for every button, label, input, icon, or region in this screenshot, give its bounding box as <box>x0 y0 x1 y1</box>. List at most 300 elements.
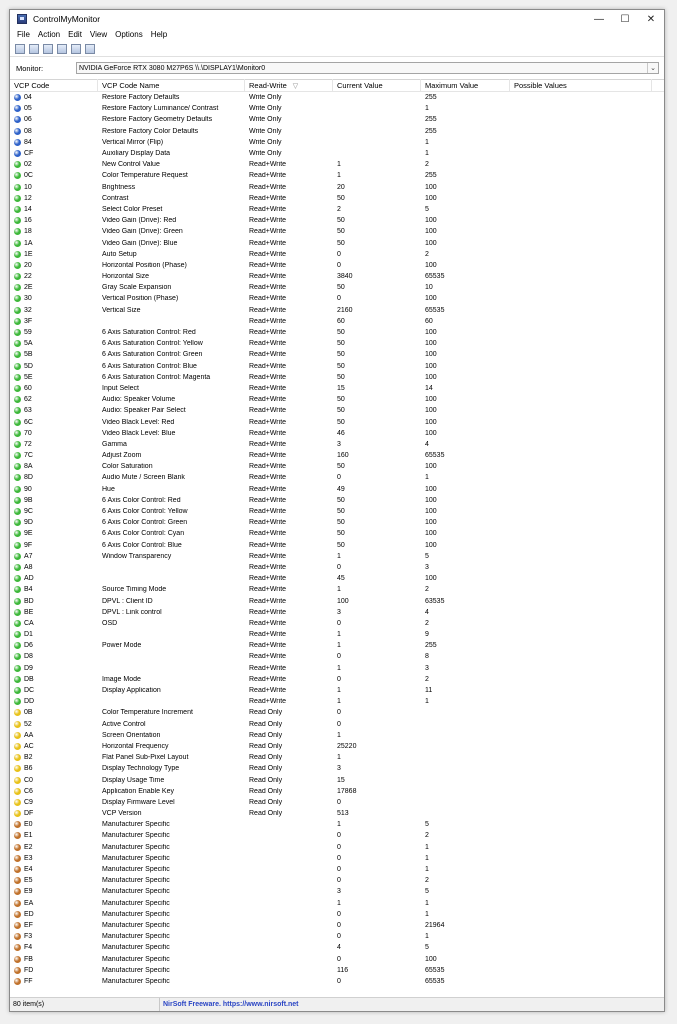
read-write: Read+Write <box>249 586 287 594</box>
nirsoft-link[interactable]: NirSoft Freeware. https://www.nirsoft.net <box>163 1001 299 1008</box>
table-row[interactable] <box>10 629 664 640</box>
table-row[interactable] <box>10 763 664 774</box>
read-write: Read+Write <box>249 541 287 549</box>
close-button[interactable]: ✕ <box>646 13 656 25</box>
table-row[interactable] <box>10 327 664 338</box>
current-value: 3840 <box>337 273 353 281</box>
vcp-code: DD <box>24 698 35 706</box>
table-row[interactable] <box>10 215 664 226</box>
table-row[interactable] <box>10 551 664 562</box>
current-value: 50 <box>337 496 345 504</box>
column-header-possible-values[interactable]: Possible Values <box>510 79 652 92</box>
html-report-icon[interactable] <box>29 44 39 54</box>
vcp-code-name: VCP Version <box>102 810 142 818</box>
status-dot-icon <box>14 385 21 392</box>
table-row[interactable] <box>10 786 664 797</box>
table-row[interactable] <box>10 293 664 304</box>
menu-action[interactable]: Action <box>37 30 61 39</box>
vcp-code-cell <box>10 844 98 851</box>
table-row[interactable] <box>10 349 664 360</box>
vcp-code-name: 6 Axis Saturation Control: Magenta <box>102 373 211 381</box>
maximum-value: 21964 <box>425 921 445 929</box>
table-row[interactable] <box>10 931 664 942</box>
vcp-code: E0 <box>24 821 33 829</box>
table-row[interactable] <box>10 338 664 349</box>
vcp-code-cell <box>10 351 98 358</box>
read-write: Write Only <box>249 127 282 135</box>
maximum-value: 100 <box>425 261 437 269</box>
table-row[interactable] <box>10 607 664 618</box>
vcp-code: F3 <box>24 933 33 941</box>
read-write: Read Only <box>249 742 283 750</box>
table-row[interactable] <box>10 204 664 215</box>
current-value: 3 <box>337 440 341 448</box>
vcp-code: 7C <box>24 452 33 460</box>
vcp-code: 8D <box>24 474 33 482</box>
maximum-value: 255 <box>425 94 437 102</box>
table-row[interactable] <box>10 428 664 439</box>
table-row[interactable] <box>10 92 664 103</box>
refresh-icon[interactable] <box>71 44 81 54</box>
read-write: Read+Write <box>249 261 287 269</box>
copy-icon[interactable] <box>43 44 53 54</box>
table-row[interactable] <box>10 260 664 271</box>
status-dot-icon <box>14 519 21 526</box>
vcp-code-cell <box>10 217 98 224</box>
current-value: 0 <box>337 977 341 985</box>
table-row[interactable] <box>10 103 664 114</box>
read-write: Read+Write <box>249 452 287 460</box>
status-dot-icon <box>14 206 21 213</box>
table-row[interactable] <box>10 461 664 472</box>
vcp-code-name: 6 Axis Color Control: Green <box>102 519 188 527</box>
current-value: 25220 <box>337 742 357 750</box>
maximum-value: 4 <box>425 608 429 616</box>
exit-icon[interactable] <box>85 44 95 54</box>
vcp-code-name: Restore Factory Geometry Defaults <box>102 116 213 124</box>
read-write: Read+Write <box>249 239 287 247</box>
vcp-code: D6 <box>24 642 33 650</box>
maximum-value: 2 <box>425 832 429 840</box>
vcp-code-name: Vertical Position (Phase) <box>102 295 179 303</box>
status-dot-icon <box>14 430 21 437</box>
status-dot-icon <box>14 240 21 247</box>
main-window <box>9 9 665 1012</box>
read-write: Read+Write <box>249 396 287 404</box>
table-row[interactable] <box>10 506 664 517</box>
column-header-current-value[interactable]: Current Value <box>333 79 421 92</box>
table-row[interactable] <box>10 663 664 674</box>
current-value: 0 <box>337 933 341 941</box>
table-row[interactable] <box>10 741 664 752</box>
vcp-code-name: DPVL : Link control <box>102 608 162 616</box>
table-row[interactable] <box>10 540 664 551</box>
maximum-value: 100 <box>425 351 437 359</box>
current-value: 50 <box>337 340 345 348</box>
status-dot-icon <box>14 665 21 672</box>
read-write: Read+Write <box>249 687 287 695</box>
current-value: 1 <box>337 631 341 639</box>
read-write: Read+Write <box>249 295 287 303</box>
list-header <box>10 79 664 92</box>
vcp-code: A8 <box>24 563 33 571</box>
status-dot-icon <box>14 105 21 112</box>
table-row[interactable] <box>10 126 664 137</box>
table-row[interactable] <box>10 730 664 741</box>
table-row[interactable] <box>10 920 664 931</box>
vcp-code: 5D <box>24 362 33 370</box>
monitor-select[interactable] <box>76 62 659 74</box>
current-value: 0 <box>337 261 341 269</box>
vcp-code-name: Image Mode <box>102 675 141 683</box>
table-row[interactable] <box>10 842 664 853</box>
vcp-code-name: Power Mode <box>102 642 142 650</box>
vcp-code-name: Color Temperature Request <box>102 172 188 180</box>
table-row[interactable] <box>10 674 664 685</box>
table-row[interactable] <box>10 372 664 383</box>
maximum-value: 100 <box>425 429 437 437</box>
table-row[interactable] <box>10 316 664 327</box>
table-row[interactable] <box>10 797 664 808</box>
table-row[interactable] <box>10 193 664 204</box>
maximum-value: 1 <box>425 474 429 482</box>
vcp-code-cell <box>10 172 98 179</box>
maximum-value: 1 <box>425 933 429 941</box>
monitor-select-value: NVIDIA GeForce RTX 3080 M27P6S \\.\DISPLAY1\Monitor0 <box>79 64 266 72</box>
vcp-code-cell <box>10 933 98 940</box>
current-value: 50 <box>337 329 345 337</box>
table-row[interactable] <box>10 416 664 427</box>
table-row[interactable] <box>10 696 664 707</box>
properties-icon[interactable] <box>57 44 67 54</box>
vcp-code-cell <box>10 474 98 481</box>
vcp-code: E9 <box>24 888 33 896</box>
current-value: 0 <box>337 955 341 963</box>
read-write: Read+Write <box>249 217 287 225</box>
menu-help[interactable]: Help <box>150 30 168 39</box>
vcp-code: B6 <box>24 765 33 773</box>
vcp-code: 9C <box>24 508 33 516</box>
status-dot-icon <box>14 374 21 381</box>
vcp-code-name: Vertical Mirror (Flip) <box>102 138 164 146</box>
maximum-value: 65535 <box>425 273 445 281</box>
vcp-code-name: DPVL : Client ID <box>102 597 153 605</box>
vcp-list[interactable] <box>10 92 664 995</box>
maximum-value: 100 <box>425 340 437 348</box>
current-value: 0 <box>337 720 341 728</box>
table-row[interactable] <box>10 137 664 148</box>
vcp-code-name: Manufacturer Specific <box>102 955 170 963</box>
status-dot-icon <box>14 877 21 884</box>
table-row[interactable] <box>10 472 664 483</box>
vcp-code-cell <box>10 430 98 437</box>
current-value: 1 <box>337 664 341 672</box>
current-value: 100 <box>337 597 349 605</box>
vcp-code-cell <box>10 721 98 728</box>
current-value: 50 <box>337 228 345 236</box>
status-dot-icon <box>14 262 21 269</box>
table-row[interactable] <box>10 830 664 841</box>
vcp-code-cell <box>10 307 98 314</box>
status-dot-icon <box>14 553 21 560</box>
maximum-value: 2 <box>425 250 429 258</box>
table-row[interactable] <box>10 808 664 819</box>
read-write: Read+Write <box>249 440 287 448</box>
status-dot-icon <box>14 911 21 918</box>
status-dot-icon <box>14 900 21 907</box>
table-row[interactable] <box>10 909 664 920</box>
read-write: Read+Write <box>249 362 287 370</box>
vcp-code-cell <box>10 128 98 135</box>
vcp-code-cell <box>10 530 98 537</box>
vcp-code-cell <box>10 799 98 806</box>
read-write: Read+Write <box>249 306 287 314</box>
table-row[interactable] <box>10 271 664 282</box>
toolbar <box>10 41 664 57</box>
current-value: 0 <box>337 798 341 806</box>
maximum-value: 1 <box>425 910 429 918</box>
table-row[interactable] <box>10 685 664 696</box>
vcp-code-name: Input Select <box>102 384 139 392</box>
table-row[interactable] <box>10 976 664 987</box>
table-row[interactable] <box>10 495 664 506</box>
vcp-code-cell <box>10 407 98 414</box>
column-header-read-write[interactable] <box>245 79 333 92</box>
table-row[interactable] <box>10 439 664 450</box>
read-write: Read Only <box>249 798 283 806</box>
vcp-code-cell <box>10 676 98 683</box>
vcp-code: DF <box>24 810 34 818</box>
table-row[interactable] <box>10 148 664 159</box>
vcp-code-name: Horizontal Frequency <box>102 742 169 750</box>
vcp-code-cell <box>10 195 98 202</box>
read-write: Read+Write <box>249 519 287 527</box>
vcp-code-cell <box>10 709 98 716</box>
vcp-code-name: Contrast <box>102 194 129 202</box>
vcp-code: C6 <box>24 787 33 795</box>
minimize-button[interactable]: — <box>594 13 604 25</box>
maximum-value: 2 <box>425 586 429 594</box>
current-value: 50 <box>337 519 345 527</box>
save-icon[interactable] <box>15 44 25 54</box>
current-value: 0 <box>337 854 341 862</box>
vcp-code-cell <box>10 888 98 895</box>
table-row[interactable] <box>10 114 664 125</box>
vcp-code: AA <box>24 731 34 739</box>
maximum-value: 100 <box>425 239 437 247</box>
vcp-code-cell <box>10 810 98 817</box>
read-write: Read+Write <box>249 485 287 493</box>
status-dot-icon <box>14 329 21 336</box>
table-row[interactable] <box>10 573 664 584</box>
menu-options[interactable]: Options <box>115 30 143 39</box>
vcp-code-cell <box>10 553 98 560</box>
maximum-value: 1 <box>425 843 429 851</box>
read-write: Read Only <box>249 720 283 728</box>
table-row[interactable] <box>10 819 664 830</box>
column-header-vcp-code[interactable]: VCP Code <box>10 79 98 92</box>
vcp-code-cell <box>10 855 98 862</box>
vcp-code: 72 <box>24 440 32 448</box>
table-row[interactable] <box>10 651 664 662</box>
vcp-code-cell <box>10 284 98 291</box>
read-write: Read+Write <box>249 407 287 415</box>
status-dot-icon <box>14 944 21 951</box>
menu-file[interactable]: File <box>17 30 30 39</box>
read-write: Write Only <box>249 105 282 113</box>
vcp-code: 9D <box>24 519 33 527</box>
column-header-maximum-value[interactable]: Maximum Value <box>421 79 510 92</box>
table-row[interactable] <box>10 383 664 394</box>
table-row[interactable] <box>10 484 664 495</box>
maximum-value: 2 <box>425 675 429 683</box>
status-dot-icon <box>14 407 21 414</box>
maximum-value: 100 <box>425 541 437 549</box>
maximum-value: 2 <box>425 161 429 169</box>
menu-view[interactable]: View <box>89 30 108 39</box>
table-row[interactable] <box>10 405 664 416</box>
read-write: Read+Write <box>249 597 287 605</box>
table-row[interactable] <box>10 886 664 897</box>
status-dot-icon <box>14 139 21 146</box>
read-write: Read+Write <box>249 563 287 571</box>
table-row[interactable] <box>10 226 664 237</box>
table-row[interactable] <box>10 584 664 595</box>
read-write: Read+Write <box>249 675 287 683</box>
sort-icon: ▽ <box>292 82 299 90</box>
vcp-code-name: Vertical Size <box>102 306 141 314</box>
table-row[interactable] <box>10 159 664 170</box>
table-row[interactable] <box>10 774 664 785</box>
vcp-code-cell <box>10 452 98 459</box>
column-header-vcp-code-name[interactable]: VCP Code Name <box>98 79 245 92</box>
table-row[interactable] <box>10 249 664 260</box>
status-dot-icon <box>14 821 21 828</box>
read-write: Read Only <box>249 731 283 739</box>
table-row[interactable] <box>10 361 664 372</box>
table-row[interactable] <box>10 528 664 539</box>
table-row[interactable] <box>10 875 664 886</box>
status-dot-icon <box>14 709 21 716</box>
table-row[interactable] <box>10 942 664 953</box>
vcp-code-cell <box>10 564 98 571</box>
vcp-code-cell <box>10 363 98 370</box>
table-row[interactable] <box>10 517 664 528</box>
current-value: 0 <box>337 910 341 918</box>
vcp-code-cell <box>10 586 98 593</box>
vcp-code-name: Video Gain (Drive): Red <box>102 217 177 225</box>
table-row[interactable] <box>10 562 664 573</box>
status-dot-icon <box>14 653 21 660</box>
current-value: 50 <box>337 530 345 538</box>
vcp-code: 3F <box>24 317 33 325</box>
vcp-code-cell <box>10 150 98 157</box>
maximum-value: 1 <box>425 105 429 113</box>
vcp-code: 5E <box>24 373 33 381</box>
vcp-code: EF <box>24 921 33 929</box>
table-row[interactable] <box>10 965 664 976</box>
read-write: Read+Write <box>249 329 287 337</box>
title-bar[interactable] <box>10 10 664 28</box>
vcp-code-name: Manufacturer Specific <box>102 854 170 862</box>
current-value: 1 <box>337 899 341 907</box>
vcp-code-cell <box>10 396 98 403</box>
read-write: Read+Write <box>249 463 287 471</box>
vcp-code-name: Display Application <box>102 687 161 695</box>
table-row[interactable] <box>10 953 664 964</box>
vcp-code: F4 <box>24 944 33 952</box>
current-value: 0 <box>337 832 341 840</box>
menu-bar <box>10 28 664 41</box>
table-row[interactable] <box>10 170 664 181</box>
maximum-value: 100 <box>425 955 437 963</box>
maximum-value: 65535 <box>425 977 445 985</box>
vcp-code: 02 <box>24 161 32 169</box>
table-row[interactable] <box>10 640 664 651</box>
table-row[interactable] <box>10 752 664 763</box>
table-row[interactable] <box>10 237 664 248</box>
vcp-code-name: Display Technology Type <box>102 765 180 773</box>
maximum-value: 65535 <box>425 452 445 460</box>
vcp-code-cell <box>10 295 98 302</box>
status-dot-icon <box>14 128 21 135</box>
status-dot-icon <box>14 642 21 649</box>
table-row[interactable] <box>10 182 664 193</box>
status-bar <box>10 997 664 1011</box>
vcp-code-name: Audio Mute / Screen Blank <box>102 474 185 482</box>
status-dot-icon <box>14 956 21 963</box>
read-write: Read+Write <box>249 250 287 258</box>
vcp-code-cell <box>10 642 98 649</box>
read-write: Read+Write <box>249 664 287 672</box>
table-row[interactable] <box>10 305 664 316</box>
table-row[interactable] <box>10 282 664 293</box>
status-dot-icon <box>14 318 21 325</box>
table-row[interactable] <box>10 898 664 909</box>
table-row[interactable] <box>10 618 664 629</box>
table-row[interactable] <box>10 394 664 405</box>
table-row[interactable] <box>10 450 664 461</box>
table-row[interactable] <box>10 719 664 730</box>
menu-edit[interactable]: Edit <box>68 30 82 39</box>
read-write: Read+Write <box>249 631 287 639</box>
vcp-code: 10 <box>24 183 32 191</box>
item-count: 80 item(s) <box>10 998 160 1011</box>
chevron-down-icon[interactable]: ⌄ <box>647 63 658 73</box>
vcp-code: B2 <box>24 754 33 762</box>
table-row[interactable] <box>10 595 664 606</box>
current-value: 50 <box>337 396 345 404</box>
vcp-code-cell <box>10 788 98 795</box>
vcp-code-name: Manufacturer Specific <box>102 966 170 974</box>
maximum-value: 5 <box>425 552 429 560</box>
status-dot-icon <box>14 94 21 101</box>
table-row[interactable] <box>10 864 664 875</box>
vcp-code: 5A <box>24 340 33 348</box>
table-row[interactable] <box>10 707 664 718</box>
vcp-code-cell <box>10 575 98 582</box>
read-write: Read+Write <box>249 575 287 583</box>
vcp-code-name: Brightness <box>102 183 136 191</box>
current-value: 50 <box>337 407 345 415</box>
vcp-code-cell <box>10 877 98 884</box>
read-write: Read+Write <box>249 194 287 202</box>
current-value: 0 <box>337 563 341 571</box>
vcp-code-cell <box>10 821 98 828</box>
vcp-code: DC <box>24 687 35 695</box>
maximize-button[interactable]: ☐ <box>620 13 630 25</box>
table-row[interactable] <box>10 853 664 864</box>
